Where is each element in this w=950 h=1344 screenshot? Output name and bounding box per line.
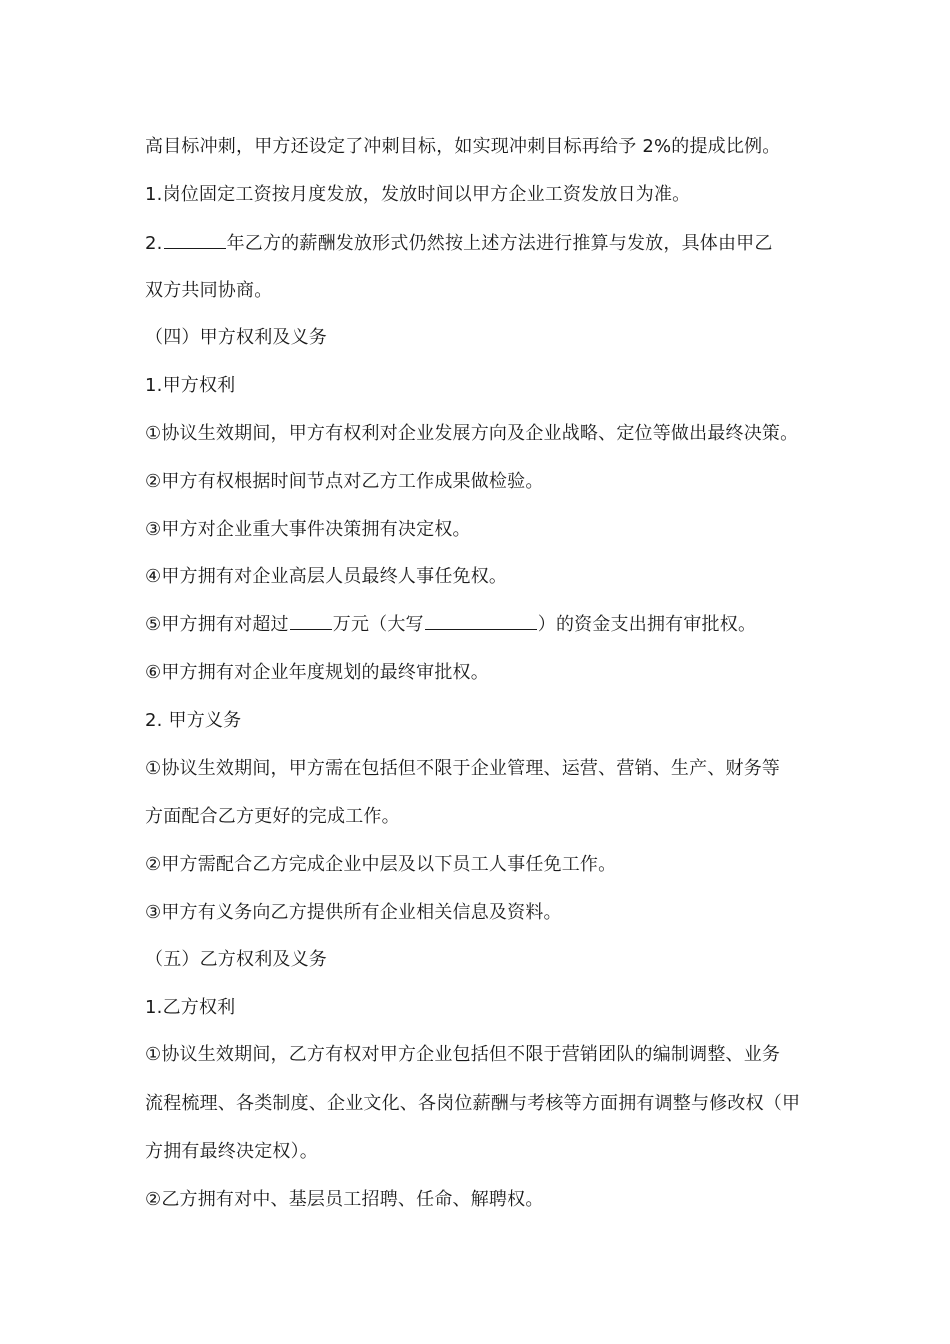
paragraph-line: 1.岗位固定工资按月度发放，发放时间以甲方企业工资发放日为准。 bbox=[145, 184, 691, 205]
line-part: ）的资金支出拥有审批权。 bbox=[537, 614, 757, 635]
list-item: ②甲方需配合乙方完成企业中层及以下员工人事任免工作。 bbox=[145, 854, 617, 875]
list-item: ⑥甲方拥有对企业年度规划的最终审批权。 bbox=[145, 662, 489, 683]
list-item bbox=[145, 610, 756, 640]
paragraph-line: 双方共同协商。 bbox=[145, 280, 273, 301]
line-suffix: 年乙方的薪酬发放形式仍然按上述方法进行推算与发放，具体由甲乙 bbox=[226, 233, 773, 254]
list-item: ①协议生效期间，甲方有权利对企业发展方向及企业战略、定位等做出最终决策。 bbox=[145, 423, 799, 444]
list-item: ②乙方拥有对中、基层员工招聘、任命、解聘权。 bbox=[145, 1189, 544, 1210]
fill-in-blank-amount bbox=[290, 611, 332, 630]
list-item: ④甲方拥有对企业高层人员最终人事任免权。 bbox=[145, 566, 508, 587]
line-part: 万元（大写 bbox=[332, 614, 424, 635]
subsection-heading: 1.甲方权利 bbox=[145, 375, 236, 396]
line-part: ⑤甲方拥有对超过 bbox=[145, 614, 289, 635]
list-item: ②甲方有权根据时间节点对乙方工作成果做检验。 bbox=[145, 471, 544, 492]
paragraph-line: 方面配合乙方更好的完成工作。 bbox=[145, 806, 400, 827]
subsection-heading: 1.乙方权利 bbox=[145, 997, 236, 1018]
line-prefix: 2. bbox=[145, 233, 163, 254]
paragraph-line: 方拥有最终决定权）。 bbox=[145, 1141, 318, 1162]
paragraph-line bbox=[145, 229, 773, 259]
fill-in-blank-year bbox=[164, 230, 226, 249]
list-item: ①协议生效期间，甲方需在包括但不限于企业管理、运营、营销、生产、财务等 bbox=[145, 758, 781, 779]
list-item: ③甲方对企业重大事件决策拥有决定权。 bbox=[145, 519, 471, 540]
section-heading: （四）甲方权利及义务 bbox=[145, 327, 327, 348]
list-item: ③甲方有义务向乙方提供所有企业相关信息及资料。 bbox=[145, 902, 562, 923]
subsection-heading: 2. 甲方义务 bbox=[145, 710, 242, 731]
paragraph-line: 高目标冲刺，甲方还设定了冲刺目标，如实现冲刺目标再给予 2%的提成比例。 bbox=[145, 136, 781, 157]
list-item: ①协议生效期间，乙方有权对甲方企业包括但不限于营销团队的编制调整、业务 bbox=[145, 1044, 781, 1065]
paragraph-line: 流程梳理、各类制度、企业文化、各岗位薪酬与考核等方面拥有调整与修改权（甲 bbox=[145, 1093, 801, 1114]
fill-in-blank-amount-uppercase bbox=[425, 611, 537, 630]
section-heading: （五）乙方权利及义务 bbox=[145, 949, 327, 970]
